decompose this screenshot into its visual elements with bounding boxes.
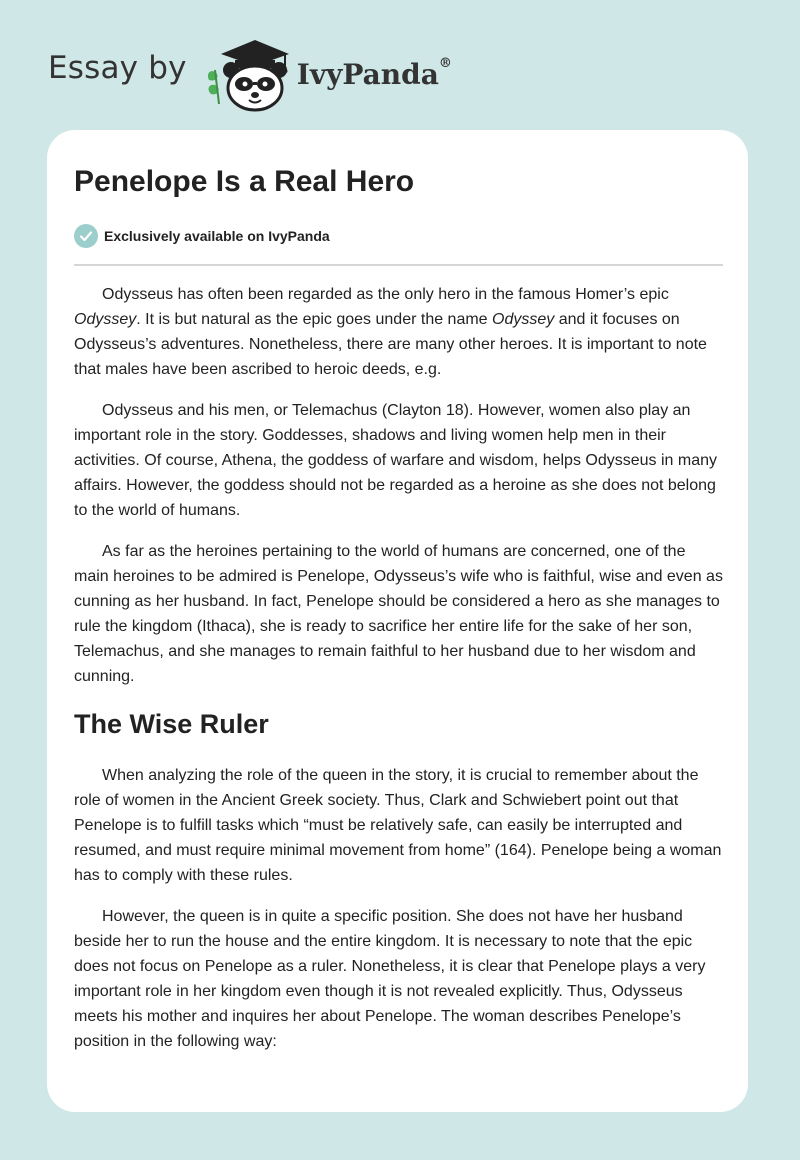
divider: [74, 264, 723, 266]
page-title: Penelope Is a Real Hero: [74, 165, 415, 198]
registered-mark: ®: [438, 56, 452, 72]
exclusive-badge: [74, 221, 723, 251]
section-heading: The Wise Ruler: [74, 709, 269, 739]
essay-card: [47, 130, 748, 1112]
check-icon: [74, 224, 98, 248]
essay-by-label: Essay by: [48, 50, 187, 86]
essay-content: [74, 160, 723, 1054]
leaf-icon: [208, 70, 219, 104]
brand-name[interactable]: [297, 58, 452, 91]
paragraph-5: However, the queen is in quite a specific position. She does not have her husband beside her to run the house and the entire kingdom. It is necessary to note that the epic does not focus on Penelope as a ruler. Nonetheless, it is clear that Penelope plays a very important role in her kingdom even though it is not revealed explicitly. Thus, Odysseus meets his mother and inquires her about Penelope. The woman describes Penelope’s position in the following way:: [74, 908, 706, 1050]
site-header: [48, 34, 452, 114]
paragraph-4: When analyzing the role of the queen in the story, it is crucial to remember about the role of women in the Ancient Greek society. Thus, Clark and Schwiebert point out that Penelope is to fulfill tasks which “must be relatively safe, can easily be interrupted and resumed, and must require minimal movement from home” (164). Penelope being a woman has to comply with these rules.: [74, 767, 722, 884]
panda-logo-icon[interactable]: [201, 34, 293, 114]
brand-label: IvyPanda: [296, 57, 439, 91]
paragraph-3: As far as the heroines pertaining to the world of humans are concerned, one of the main heroines to be admired is Penelope, Odysseus’s wife who is faithful, wise and even as cunning as her husband. In fact, Penelope should be considered a hero as she manages to rule the kingdom (Ithaca), she is ready to sacrifice her entire life for the sake of her son, Telemachus, and she manages to remain faithful to her husband due to her wisdom and cunning.: [74, 543, 723, 685]
paragraph-1: Odysseus has often been regarded as the only hero in the famous Homer’s epic Odyssey. It is but natural as the epic goes under the name Odyssey and it focuses on Odysseus’s adventures. Nonetheless, there are many other heroes. It is important to note that males have been ascribed to heroic deeds, e.g.: [74, 286, 707, 378]
paragraph-2: Odysseus and his men, or Telemachus (Clayton 18). However, women also play an important role in the story. Goddesses, shadows and living women help men in their activities. Of course, Athena, the goddess of warfare and wisdom, helps Odysseus in many affairs. However, the goddess should not be regarded as a heroine as she does not belong to the world of humans.: [74, 402, 717, 519]
exclusive-badge-label: Exclusively available on IvyPanda: [104, 228, 330, 244]
